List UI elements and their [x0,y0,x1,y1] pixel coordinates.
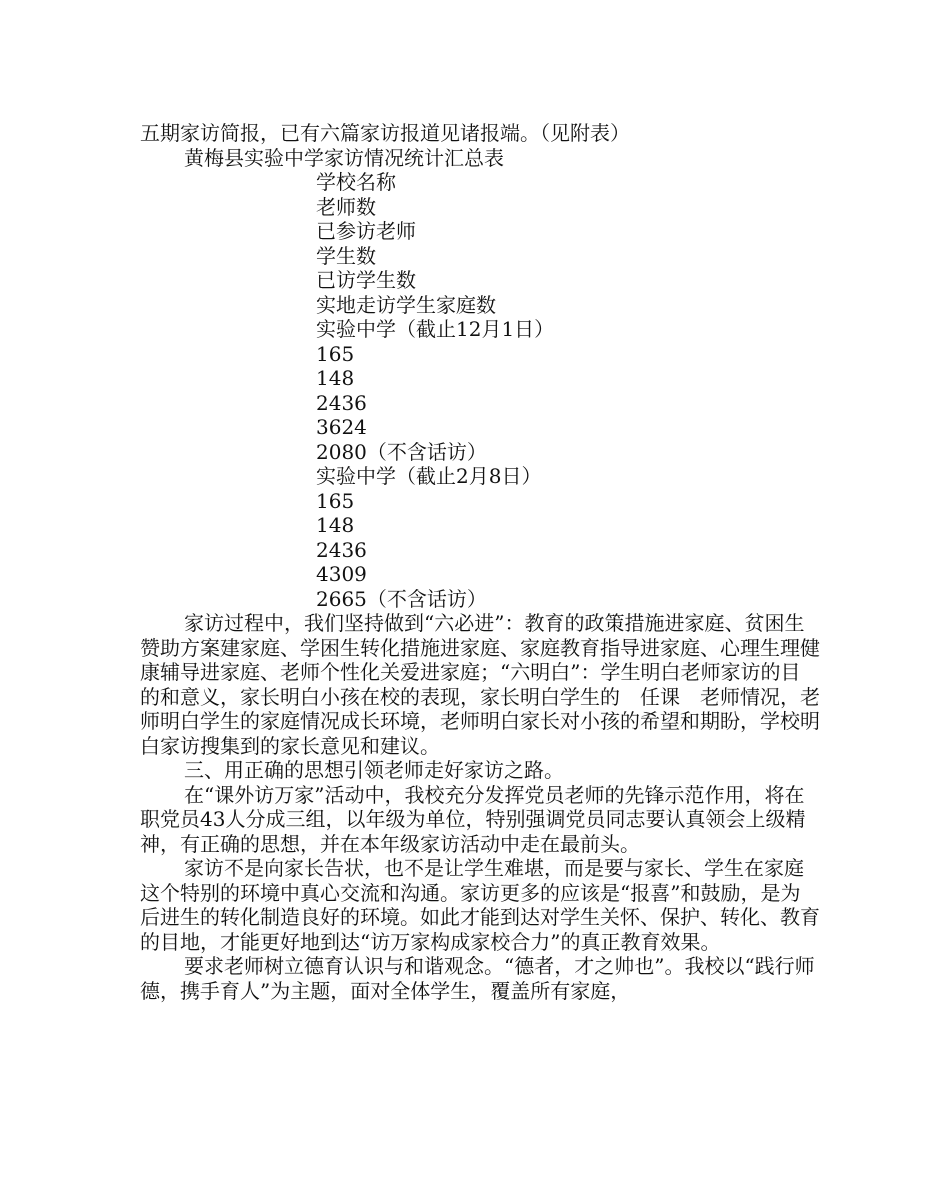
table-cell-row1-visiting-teachers: 148 [316,366,355,390]
table-cell-row1-students: 2436 [316,390,367,415]
table-cell-row2-students: 2436 [316,537,367,562]
paragraph-moral-education: 要求老师树立德育认识与和谐观念。“德者，才之帅也”。我校以“践行师德，携手育人”为主题，面对全体学生，覆盖所有家庭， [140,954,815,1003]
table-cell-row1-visited-students: 3624 [316,415,367,439]
intro-line: 五期家访简报，已有六篇家访报道见诸报端。（见附表） [140,121,630,145]
table-cell-row2-visited-students: 4309 [316,562,367,586]
table-header-teachers: 老师数 [316,194,376,219]
table-header-visiting-teachers: 已参访老师 [316,219,416,243]
table-cell-row2-home-visits: 2665（不含话访） [316,586,487,611]
document-body [140,121,820,1003]
section-heading-three: 三、用正确的思想引领老师走好家访之路。 [184,758,564,782]
paragraph-home-visit-purpose: 家访不是向家长告状，也不是让学生难堪，而是要与家长、学生在家庭这个特别的环境中真心交流和沟通。家访更多的应该是“报喜”和鼓励，是为后进生的转化制造良好的环境。如此才能到达对学生关怀、保护、转化、教育的目地，才能更好地到达“访万家构成家校合力”的真正教育效果。 [140,856,820,954]
table-title: 黄梅县实验中学家访情况统计汇总表 [184,145,504,170]
paragraph-six-musts: 家访过程中，我们坚持做到“六必进”：教育的政策措施进家庭、贫困生赞助方案建家庭、学困生转化措施进家庭、家庭教育指导进家庭、心理生理健康辅导进家庭、老师个性化关爱进家庭；“六明白”：学生明白老师家访的目的和意义，家长明白小孩在校的表现，家长明白学生的 任课 老师情况，老师明白学生的家庭情况成长环境，老师明白家长对小孩的希望和期盼，学校明白家访搜集到的家长意见和建议。 [140,611,820,758]
paragraph-party-teachers: 在“课外访万家”活动中，我校充分发挥党员老师的先锋示范作用，将在职党员43人分成三组，以年级为单位，特别强调党员同志要认真领会上级精神，有正确的思想，并在本年级家访活动中走在最前头。 [140,782,806,856]
table-cell-row1-home-visits: 2080（不含话访） [316,439,487,464]
table-cell-row1-school: 实验中学（截止12月1日） [316,317,555,341]
table-cell-row2-visiting-teachers: 148 [316,513,355,537]
table-header-home-visits: 实地走访学生家庭数 [316,292,496,317]
table-header-school: 学校名称 [316,170,396,194]
table-cell-row2-school: 实验中学（截止2月8日） [316,464,542,488]
table-header-visited-students: 已访学生数 [316,268,416,292]
table-header-students: 学生数 [316,243,376,268]
table-cell-row1-teachers: 165 [316,341,355,366]
stats-table [316,170,820,611]
table-cell-row2-teachers: 165 [316,488,355,513]
